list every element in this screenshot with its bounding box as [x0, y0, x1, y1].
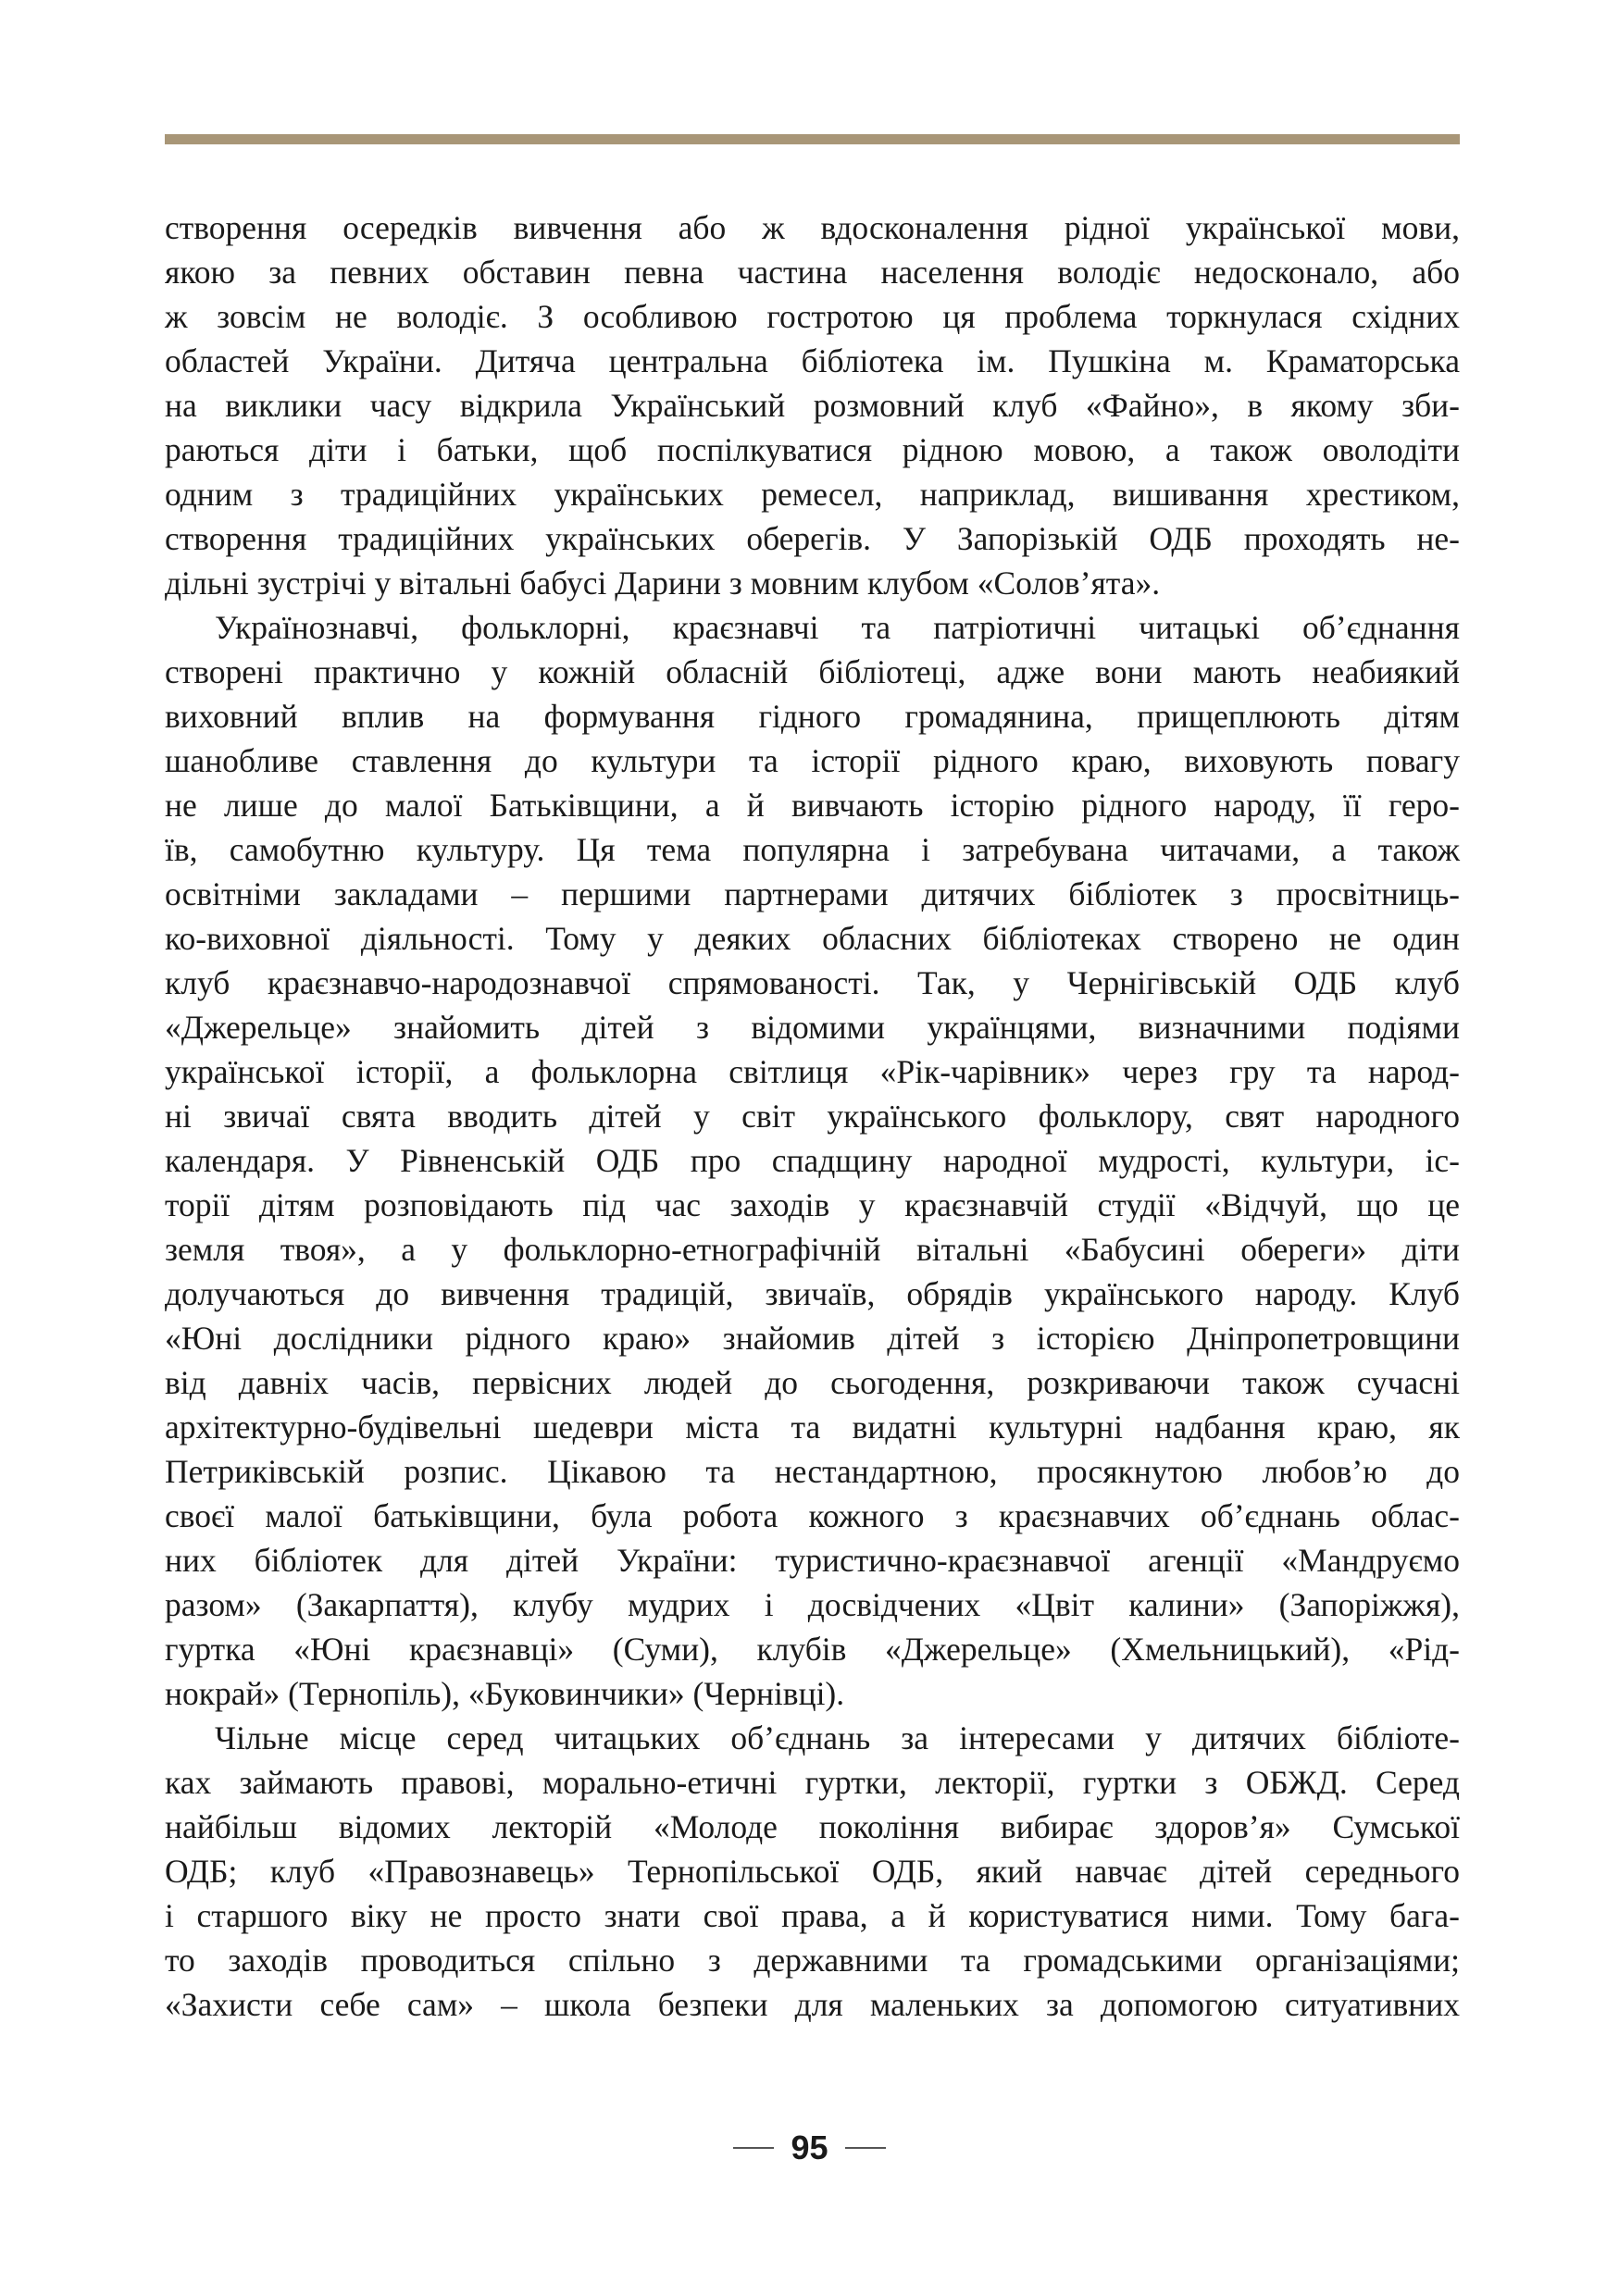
page-number-right-rule: [845, 2147, 886, 2149]
text-line: виховний вплив на формування гідного громадянина, прищеплюють дітям: [165, 698, 1460, 735]
paragraph: [165, 605, 1460, 1716]
text-line: ко-виховної діяльності. Тому у деяких обласних бібліотеках створено не один: [165, 920, 1460, 957]
text-line: областей України. Дитяча центральна бібліотека ім. Пушкіна м. Краматорська: [165, 342, 1460, 379]
text-line: дільні зустрічі у вітальні бабусі Дарини з мовним клубом «Солов’ята».: [165, 565, 1161, 602]
text-line: Петриківській розпис. Цікавою та нестандартною, просякнутою любов’ю до: [165, 1453, 1460, 1490]
page-number-left-rule: [733, 2147, 774, 2149]
text-line: них бібліотек для дітей України: туристично-краєзнавчої агенції «Мандруємо: [165, 1542, 1460, 1579]
paragraph: [165, 205, 1460, 605]
text-line: створення осередків вивчення або ж вдосконалення рідної української мови,: [165, 209, 1460, 246]
text-line: української історії, а фольклорна світлиця «Рік-чарівник» через гру та народ-: [165, 1053, 1460, 1090]
text-line: найбільш відомих лекторій «Молоде покоління вибирає здоров’я» Сумської: [165, 1808, 1460, 1845]
page-footer: [0, 2122, 1619, 2174]
text-line: освітніми закладами – першими партнерами дитячих бібліотек з просвітниць-: [165, 875, 1460, 912]
page-number: 95: [791, 2128, 828, 2166]
text-line: їв, самобутню культуру. Ця тема популярна і затребувана читачами, а також: [165, 831, 1460, 868]
text-line: раються діти і батьки, щоб поспілкуватися рідною мовою, а також оволодіти: [165, 431, 1460, 468]
text-line: не лише до малої Батьківщини, а й вивчають історію рідного народу, її геро-: [165, 787, 1460, 824]
text-line: своєї малої батьківщини, була робота кожного з краєзнавчих об’єднань облас-: [165, 1497, 1460, 1534]
text-line: ОДБ; клуб «Правознавець» Тернопільської ОДБ, який навчає дітей середнього: [165, 1853, 1460, 1890]
text-line: Українознавчі, фольклорні, краєзнавчі та патріотичні читацькі об’єднання: [215, 609, 1460, 646]
text-line: створення традиційних українських оберегів. У Запорізькій ОДБ проходять не-: [165, 520, 1460, 557]
text-line: ж зовсім не володіє. З особливою гостротою ця проблема торкнулася східних: [165, 298, 1460, 335]
text-line: ні звичаї свята вводить дітей у світ українського фольклору, свят народного: [165, 1098, 1460, 1135]
text-line: календаря. У Рівненській ОДБ про спадщину народної мудрості, культури, іс-: [165, 1142, 1460, 1179]
text-line: клуб краєзнавчо-народознавчої спрямованості. Так, у Чернігівській ОДБ клуб: [165, 964, 1460, 1001]
body-text: [165, 205, 1460, 2027]
text-line: від давніх часів, первісних людей до сьогодення, розкриваючи також сучасні: [165, 1364, 1460, 1401]
text-line: земля твоя», а у фольклорно-етнографічній вітальні «Бабусині обереги» діти: [165, 1231, 1460, 1268]
text-line: створені практично у кожній обласній бібліотеці, адже вони мають неабиякий: [165, 653, 1460, 690]
header-rule: [165, 134, 1460, 144]
text-line: гуртка «Юні краєзнавці» (Суми), клубів «Джерельце» (Хмельницький), «Рід-: [165, 1631, 1460, 1668]
text-line: якою за певних обставин певна частина населення володіє недосконало, або: [165, 254, 1460, 291]
text-line: торії дітям розповідають під час заходів у краєзнавчій студії «Відчуй, що це: [165, 1186, 1460, 1223]
text-line: то заходів проводиться спільно з державними та громадськими організаціями;: [165, 1942, 1460, 1979]
text-line: «Юні дослідники рідного краю» знайомив дітей з історією Дніпропетровщини: [165, 1320, 1460, 1357]
text-line: і старшого віку не просто знати свої права, а й користуватися ними. Тому бага-: [165, 1897, 1460, 1934]
text-line: шанобливе ставлення до культури та історії рідного краю, виховують повагу: [165, 742, 1460, 779]
text-line: «Джерельце» знайомить дітей з відомими українцями, визначними подіями: [165, 1009, 1460, 1046]
text-line: Чільне місце серед читацьких об’єднань за інтересами у дитячих бібліоте-: [215, 1719, 1460, 1756]
text-line: разом» (Закарпаття), клубу мудрих і досвідчених «Цвіт калини» (Запоріжжя),: [165, 1586, 1460, 1623]
text-line: архітектурно-будівельні шедеври міста та видатні культурні надбання краю, як: [165, 1409, 1460, 1446]
text-line: одним з традиційних українських ремесел, наприклад, вишивання хрестиком,: [165, 476, 1460, 513]
text-line: долучаються до вивчення традицій, звичаїв, обрядів українського народу. Клуб: [165, 1275, 1460, 1312]
text-line: «Захисти себе сам» – школа безпеки для маленьких за допомогою ситуативних: [165, 1986, 1460, 2023]
text-line: нокрай» (Тернопіль), «Буковинчики» (Чернівці).: [165, 1675, 845, 1712]
paragraph: [165, 1716, 1460, 2027]
text-line: ках займають правові, морально-етичні гуртки, лекторії, гуртки з ОБЖД. Серед: [165, 1764, 1460, 1801]
text-line: на виклики часу відкрила Український розмовний клуб «Файно», в якому зби-: [165, 387, 1460, 424]
